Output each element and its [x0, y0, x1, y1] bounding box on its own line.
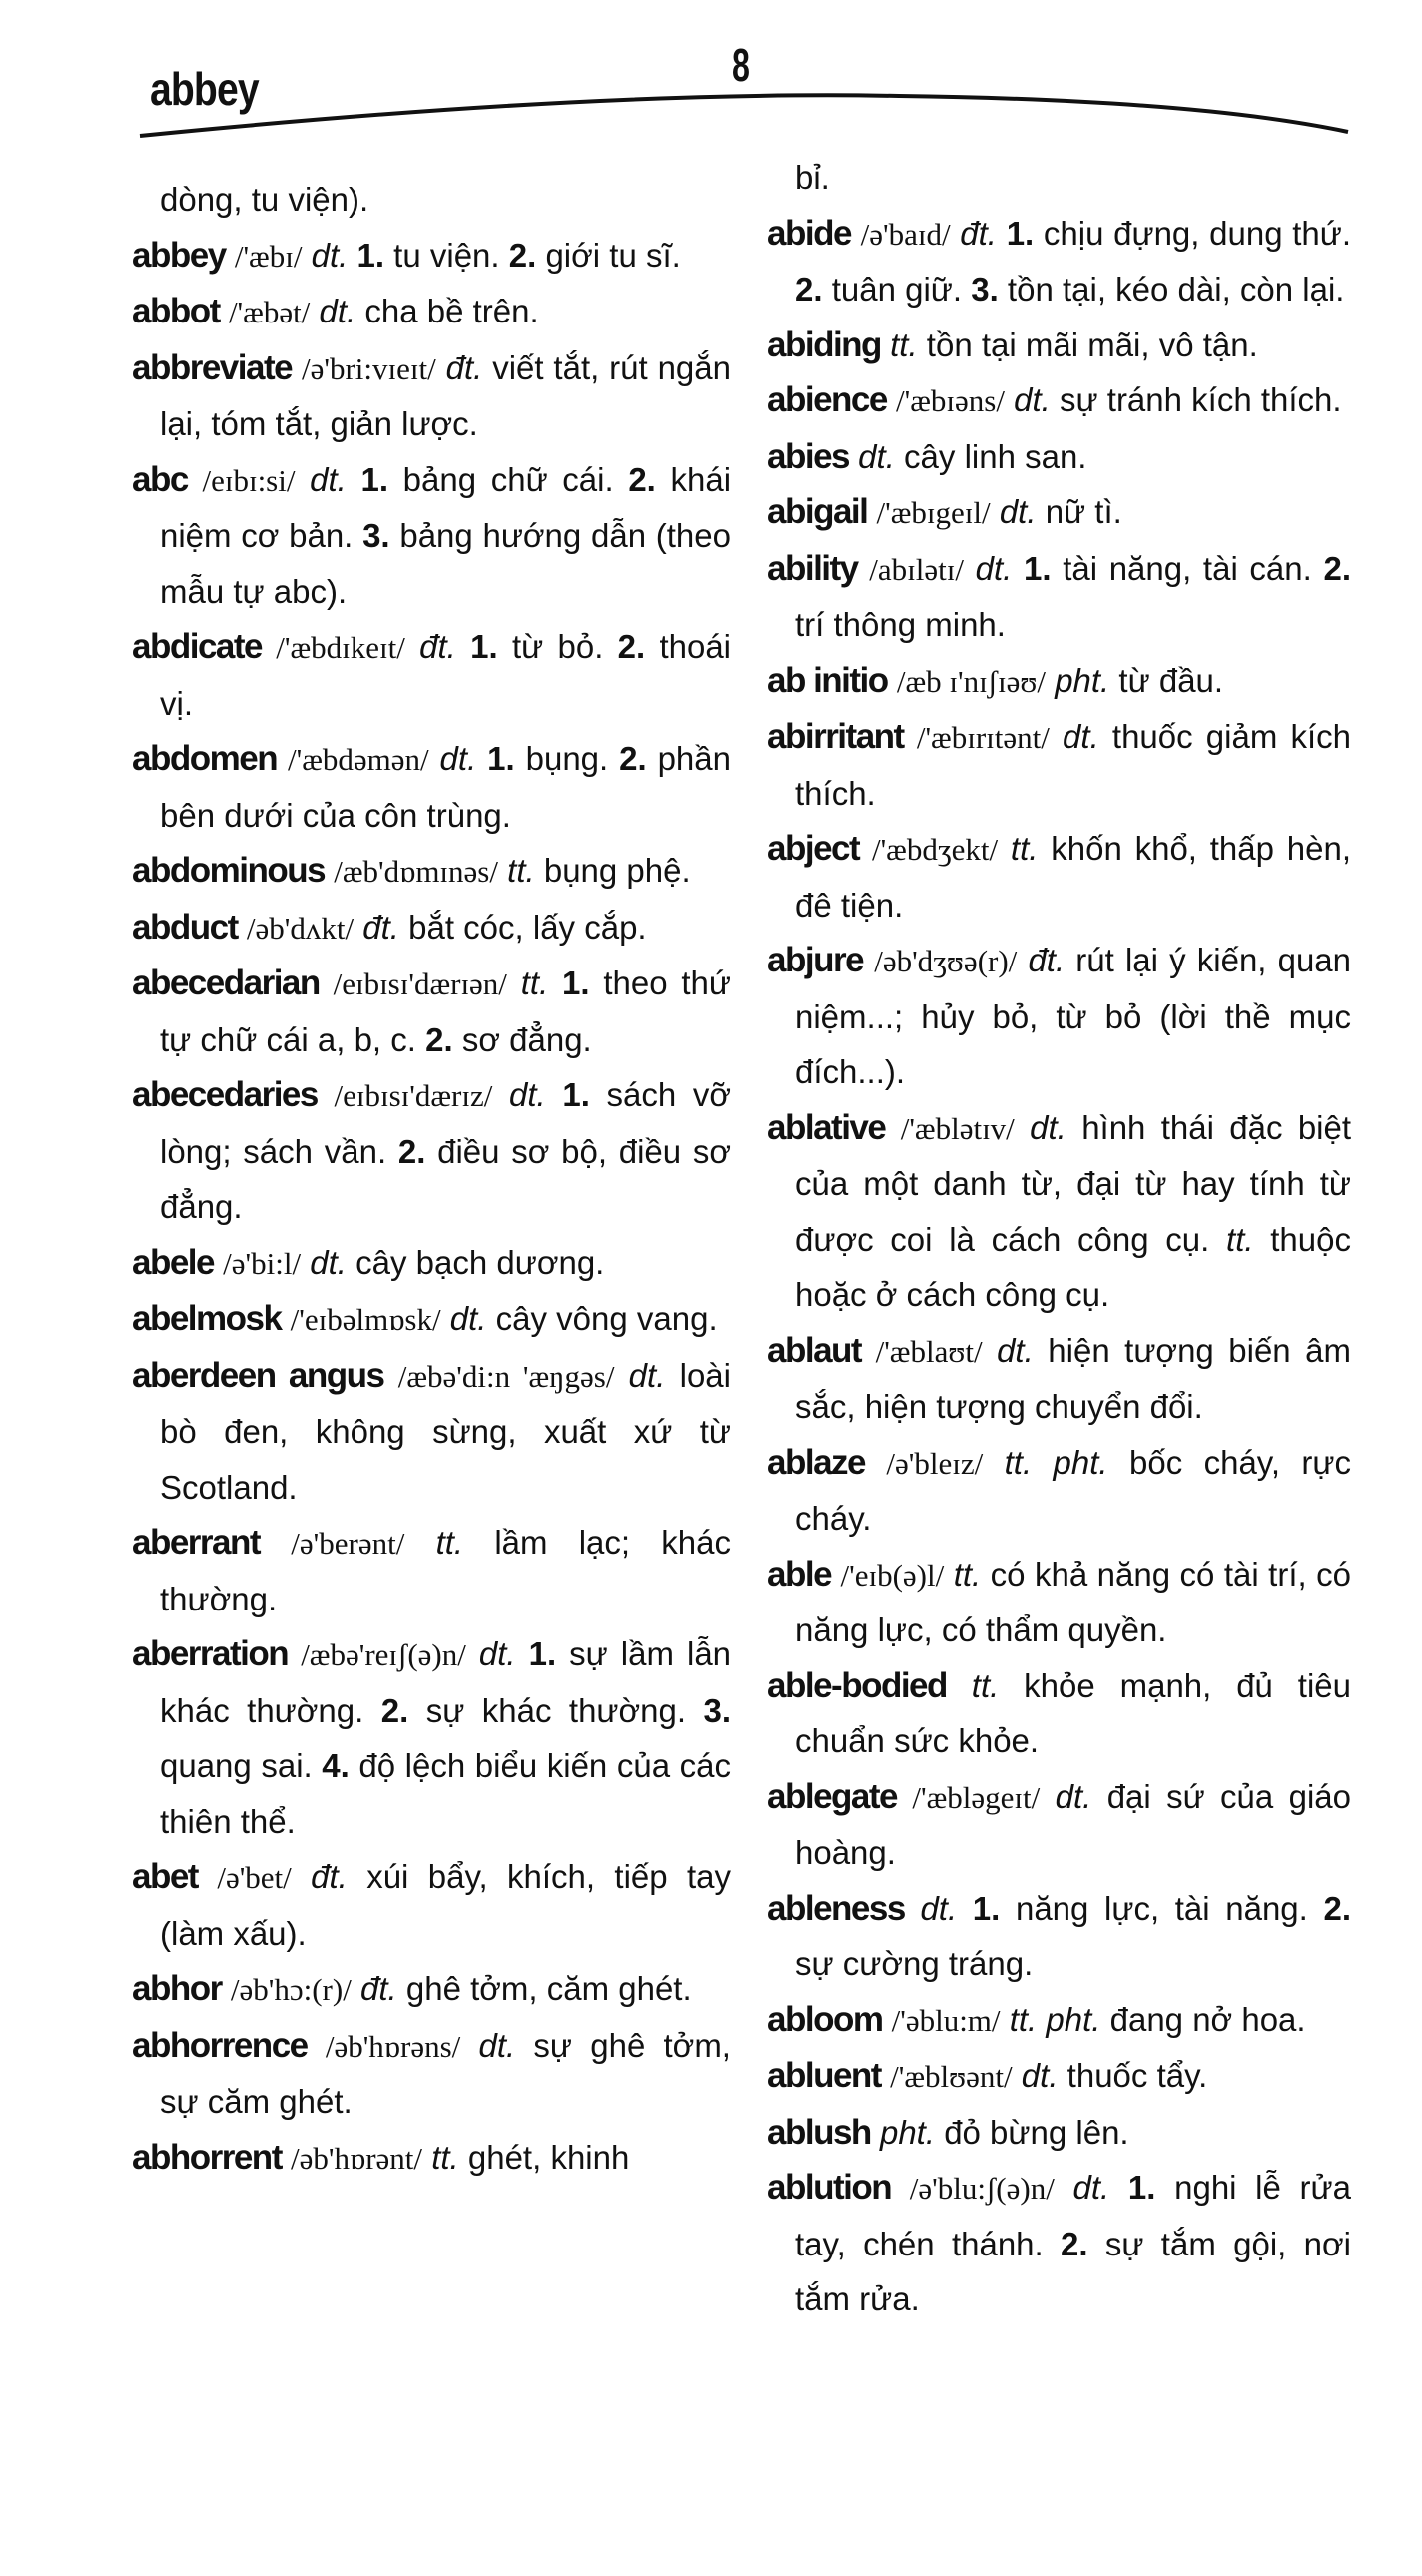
part-of-speech: đt.: [362, 908, 399, 946]
part-of-speech: đt.: [360, 1970, 397, 2007]
definition-text: năng lực, tài năng.: [1000, 1889, 1324, 1927]
pronunciation: /'æbləgeɪt/: [912, 1779, 1041, 1815]
part-of-speech: pht.: [879, 2113, 936, 2151]
headword: ablative: [767, 1107, 886, 1147]
headword: able: [767, 1554, 832, 1594]
dictionary-entry: [767, 2048, 1351, 2105]
right-column: [767, 150, 1351, 2327]
sense-number: 1.: [1024, 549, 1052, 587]
definition-text: tuân giữ.: [822, 271, 972, 308]
sense-number: 1.: [562, 965, 590, 1001]
sense-number: 2.: [397, 1132, 426, 1170]
sense-number: 2.: [425, 1020, 453, 1058]
pronunciation: /əb'dʒʊə(r)/: [874, 944, 1018, 978]
headword: ablution: [767, 2168, 892, 2207]
pronunciation: /ə'baɪd/: [860, 216, 951, 252]
headword: abject: [767, 829, 860, 868]
sense-number: 3.: [362, 517, 390, 554]
dictionary-entry: [132, 1961, 731, 2018]
pronunciation: /æb'dɒmɪnəs/: [334, 854, 498, 889]
definition-text: đỏ bừng lên.: [944, 2113, 1129, 2151]
headword: abirritant: [767, 717, 904, 756]
definition-text: hiện tượng biến âm sắc, hiện tượng chuyển đổi.: [795, 1331, 1351, 1425]
dictionary-entry: [767, 933, 1351, 1100]
pronunciation: /'æbdʒekt/: [871, 832, 999, 867]
pronunciation: /əb'hɔ:(r)/: [230, 1972, 352, 2007]
part-of-speech: dt.: [478, 1635, 516, 1672]
part-of-speech: dt.: [310, 460, 347, 498]
part-of-speech: dt.: [1063, 718, 1099, 755]
headword: abduct: [132, 907, 238, 947]
headword: abdomen: [132, 739, 278, 778]
pronunciation: /'æbdəmən/: [288, 742, 429, 777]
sense-number: 2.: [795, 271, 823, 308]
sense-number: 2.: [380, 1691, 409, 1729]
definition-text: khái niệm cơ bản.: [160, 460, 732, 554]
definition-text: bắt cóc, lấy cắp.: [408, 908, 647, 946]
definition-text: tu viện.: [384, 236, 509, 274]
pronunciation: /əb'dʌkt/: [246, 910, 355, 946]
continuation-text: bỉ.: [795, 159, 830, 196]
headword: abecedaries: [132, 1075, 318, 1114]
pronunciation: /'əblu:m/: [891, 2002, 1001, 2038]
headword: abhorrent: [132, 2137, 282, 2177]
definition-text: sơ đẳng.: [452, 1020, 592, 1058]
part-of-speech: dt.: [999, 493, 1037, 530]
definition-text: tồn tại, kéo dài, còn lại.: [998, 271, 1345, 308]
part-of-speech: đt.: [1028, 942, 1066, 978]
pronunciation: /eɪbɪ:si/: [202, 462, 296, 498]
part-of-speech: tt.: [435, 1524, 464, 1561]
left-column: [132, 172, 731, 2186]
definition-text: trí thông minh.: [795, 606, 1006, 643]
dictionary-entry: [132, 956, 731, 1067]
part-of-speech: dt.: [439, 740, 477, 777]
headword: abele: [132, 1242, 214, 1282]
dictionary-entry: [132, 1348, 731, 1516]
definition-text: sự lầm lẫn khác thường.: [160, 1635, 732, 1729]
definition-text: thuộc hoặc ở cách công cụ.: [795, 1220, 1351, 1313]
headword: aberdeen angus: [132, 1355, 384, 1395]
dictionary-entry: [132, 843, 731, 900]
continuation-text: dòng, tu viện).: [160, 181, 369, 218]
pronunciation: /'æbət/: [228, 295, 311, 329]
part-of-speech: tt. pht.: [1004, 1443, 1108, 1481]
headword: ablaut: [767, 1330, 862, 1370]
definition-text: có khả năng có tài trí, có năng lực, có thẩm quyền.: [795, 1555, 1351, 1648]
headword: abloom: [767, 1999, 883, 2039]
sense-number: 1.: [360, 460, 389, 498]
part-of-speech: đt.: [960, 214, 997, 252]
running-head: abbey: [150, 63, 259, 115]
definition-text: nghi lễ rửa tay, chén thánh.: [795, 2169, 1351, 2262]
definition-text: ghê tởm, căm ghét.: [405, 1970, 692, 2007]
definition-text: sự ghê tởm, sự căm ghét.: [160, 2026, 731, 2120]
dictionary-entry: [767, 372, 1351, 429]
part-of-speech: đt.: [445, 348, 483, 386]
sense-number: 1.: [1127, 2169, 1156, 2206]
definition-text: điều sơ bộ, điều sơ đẳng.: [160, 1132, 732, 1225]
definition-text: sách vỡ lòng; sách vần.: [160, 1076, 732, 1170]
pronunciation: /æbə'di:n 'æŋgəs/: [397, 1358, 615, 1394]
definition-text: bốc cháy, rực cháy.: [795, 1443, 1352, 1537]
headword: abet: [132, 1857, 198, 1896]
definition-text: tài năng, tài cán.: [1051, 549, 1324, 587]
definition-text: khốn khổ, thấp hèn, đê tiện.: [795, 830, 1352, 924]
dictionary-entry: [767, 653, 1351, 710]
part-of-speech: tt.: [507, 852, 535, 889]
headword: abdicate: [132, 627, 262, 666]
definition-text: viết tắt, rút ngắn lại, tóm tắt, giản lược.: [160, 348, 731, 442]
headword: abience: [767, 380, 887, 419]
sense-number: 2.: [508, 236, 537, 274]
part-of-speech: dt.: [449, 1300, 487, 1337]
pronunciation: /əb'hɒrəns/: [325, 2028, 461, 2064]
part-of-speech: dt.: [509, 1076, 546, 1113]
dictionary-entry: [132, 1849, 731, 1961]
pronunciation: /'eɪb(ə)l/: [840, 1557, 945, 1593]
part-of-speech: dt.: [1072, 2169, 1110, 2206]
sense-number: 1.: [528, 1635, 557, 1672]
definition-text: nữ tì.: [1045, 493, 1122, 530]
definition-text: cây bạch dương.: [356, 1243, 605, 1281]
part-of-speech: dt.: [319, 293, 356, 329]
pronunciation: /ə'bi:l/: [223, 1245, 302, 1281]
definition-text: theo thứ tự chữ cái a, b, c.: [160, 965, 731, 1058]
pronunciation: /'æbɪgeɪl/: [876, 495, 991, 530]
dictionary-entry: [767, 2160, 1351, 2327]
headword: abjure: [767, 941, 864, 979]
page-number: 8: [732, 39, 750, 91]
part-of-speech: đt.: [311, 1858, 348, 1895]
part-of-speech: tt.: [431, 2138, 459, 2176]
pronunciation: /'æblʊənt/: [890, 2059, 1013, 2094]
part-of-speech: tt.: [1226, 1220, 1254, 1258]
part-of-speech: dt.: [1055, 1777, 1092, 1815]
dictionary-entry: [767, 1769, 1351, 1881]
sense-number: 1.: [356, 236, 385, 274]
headword: abiding: [767, 324, 881, 364]
headword: ab initio: [767, 660, 888, 700]
pronunciation: /abɪlətɪ/: [869, 551, 964, 587]
definition-text: thuốc giảm kích thích.: [795, 718, 1351, 812]
dictionary-entry: [132, 1067, 731, 1235]
headword: ableness: [767, 1888, 905, 1928]
headword: abbot: [132, 292, 220, 330]
headword: abide: [767, 213, 851, 253]
pronunciation: /'æbɪrɪtənt/: [916, 720, 1050, 755]
pronunciation: /ə'blu:ʃ(ə)n/: [909, 2171, 1055, 2206]
headword: ability: [767, 548, 858, 588]
definition-text: quang sai.: [160, 1747, 323, 1784]
part-of-speech: dt.: [1014, 381, 1051, 418]
definition-text: từ bỏ.: [497, 628, 618, 665]
sense-number: 1.: [487, 740, 515, 777]
definition-text: cây vông vang.: [495, 1300, 718, 1337]
dictionary-entry: [132, 1515, 731, 1626]
dictionary-entry: [767, 1435, 1351, 1547]
part-of-speech: đt.: [419, 628, 456, 665]
dictionary-entry: [767, 1658, 1351, 1769]
sense-number: 2.: [628, 460, 656, 498]
part-of-speech: tt.: [520, 965, 549, 1001]
part-of-speech: pht.: [1055, 661, 1110, 699]
part-of-speech: dt.: [310, 1243, 347, 1281]
headword: ablaze: [767, 1442, 865, 1482]
headword: ablegate: [767, 1776, 897, 1816]
dictionary-entry: [132, 2130, 731, 2187]
pronunciation: /'æbɪ/: [234, 238, 303, 274]
headword: abbey: [132, 235, 226, 275]
dictionary-entry: [132, 284, 731, 340]
sense-number: 3.: [703, 1691, 731, 1729]
definition-text: đang nở hoa.: [1109, 2000, 1306, 2038]
headword: abdominous: [132, 851, 326, 890]
headword: abbreviate: [132, 347, 293, 387]
definition-text: sự khác thường.: [408, 1691, 704, 1729]
definition-text: khỏe mạnh, đủ tiêu chuẩn sức khỏe.: [795, 1666, 1351, 1759]
pronunciation: /ə'bri:vɪeɪt/: [301, 350, 436, 386]
definition-text: đại sứ của giáo hoàng.: [795, 1777, 1352, 1871]
definition-text: bụng phệ.: [543, 852, 691, 889]
definition-text: chịu đựng, dung thứ.: [1034, 214, 1352, 252]
definition-text: bụng.: [514, 740, 620, 777]
headword: abies: [767, 436, 849, 476]
sense-number: 1.: [1006, 214, 1035, 252]
definition-text: sự tránh kích thích.: [1060, 381, 1342, 418]
definition-text: thuốc tẩy.: [1066, 2057, 1208, 2094]
headword: able-bodied: [767, 1665, 947, 1705]
part-of-speech: tt.: [953, 1555, 982, 1593]
pronunciation: /ə'berənt/: [291, 1526, 405, 1561]
definition-text: từ đầu.: [1118, 661, 1224, 699]
definition-text: bảng chữ cái.: [388, 460, 629, 498]
dictionary-entry: [767, 1323, 1351, 1435]
sense-number: 2.: [619, 740, 647, 777]
pronunciation: /æb ɪ'nɪʃɪəʊ/: [896, 663, 1047, 699]
pronunciation: /'æblətɪv/: [900, 1110, 1015, 1146]
dictionary-entry: [132, 340, 731, 452]
dictionary-entry: [132, 1291, 731, 1348]
definition-text: xúi bẩy, khích, tiếp tay (làm xấu).: [160, 1858, 731, 1952]
pronunciation: /eɪbɪsɪ'dærɪz/: [334, 1078, 493, 1113]
dictionary-entry: [767, 1547, 1351, 1658]
dictionary-entry: [767, 541, 1351, 653]
definition-text: rút lại ý kiến, quan niệm...; hủy bỏ, từ bỏ (lời thề mục đích...).: [795, 942, 1352, 1090]
dictionary-entry: [767, 1992, 1351, 2049]
dictionary-entry: [132, 452, 731, 620]
part-of-speech: dt.: [311, 236, 349, 274]
pronunciation: /ə'bleɪz/: [886, 1445, 984, 1481]
part-of-speech: dt.: [920, 1889, 958, 1927]
part-of-speech: dt.: [997, 1331, 1034, 1369]
sense-number: 3.: [971, 271, 999, 308]
dictionary-entry: [767, 2105, 1351, 2161]
definition-text: tồn tại mãi mãi, vô tận.: [926, 325, 1258, 363]
headword: aberration: [132, 1634, 289, 1673]
sense-number: 2.: [1323, 549, 1351, 587]
part-of-speech: dt.: [478, 2026, 516, 2064]
part-of-speech: tt.: [1010, 830, 1039, 867]
definition-text: sự cường tráng.: [795, 1945, 1034, 1982]
sense-number: 1.: [562, 1076, 590, 1113]
part-of-speech: tt. pht.: [1009, 2000, 1101, 2038]
headword: abigail: [767, 492, 868, 531]
definition-text: sự tắm gội, nơi tắm rửa.: [795, 2225, 1351, 2317]
definition-text: độ lệch biểu kiến của các thiên thể.: [160, 1747, 731, 1840]
dictionary-entry: [767, 1881, 1351, 1992]
dictionary-entry: [132, 1626, 731, 1849]
headword: abecedarian: [132, 964, 320, 1002]
pronunciation: /'eɪbəlmɒsk/: [290, 1302, 441, 1337]
sense-number: 2.: [617, 628, 646, 665]
part-of-speech: tt.: [890, 325, 918, 363]
sense-number: 4.: [322, 1747, 350, 1784]
sense-number: 1.: [972, 1889, 1001, 1927]
part-of-speech: dt.: [1030, 1108, 1066, 1146]
definition-text: giới tu sĩ.: [536, 236, 681, 274]
dictionary-entry: [767, 709, 1351, 821]
part-of-speech: tt.: [971, 1666, 1000, 1704]
pronunciation: /ə'bet/: [217, 1860, 292, 1895]
dictionary-entry: [132, 2018, 731, 2130]
dictionary-entry: [767, 206, 1351, 318]
dictionary-entry: [767, 484, 1351, 541]
dictionary-entry: [132, 619, 731, 731]
pronunciation: /'æblaʊt/: [875, 1333, 983, 1369]
pronunciation: /'æbɪəns/: [896, 383, 1005, 418]
definition-text: thoái vị.: [160, 628, 732, 722]
dictionary-entry: [132, 228, 731, 285]
pronunciation: /əb'hɒrənt/: [291, 2140, 423, 2176]
headword: abluent: [767, 2056, 881, 2095]
headword: aberrant: [132, 1523, 261, 1562]
definition-text: cha bề trên.: [364, 293, 539, 329]
dictionary-entry: [767, 429, 1351, 485]
part-of-speech: dt.: [858, 437, 895, 475]
definition-text: hình thái đặc biệt của một danh từ, đại từ hay tính từ được coi là cách công cụ.: [795, 1108, 1352, 1258]
pronunciation: /æbə'reɪʃ(ə)n/: [301, 1637, 466, 1672]
dictionary-entry: [767, 318, 1351, 373]
sense-number: 2.: [1061, 2225, 1088, 2262]
pronunciation: /eɪbɪsɪ'dærɪən/: [333, 966, 507, 1001]
headword: abelmosk: [132, 1299, 282, 1338]
definition-text: loài bò đen, không sừng, xuất xứ từ Scotland.: [160, 1356, 731, 1506]
dictionary-entry: [132, 1235, 731, 1292]
headword: abhor: [132, 1969, 222, 2008]
dictionary-entry: [132, 731, 731, 843]
headword: abhorrence: [132, 2025, 308, 2065]
definition-text: bảng hướng dẫn (theo mẫu tự abc).: [160, 517, 731, 610]
headword: ablush: [767, 2112, 871, 2152]
dictionary-entry: [767, 1100, 1351, 1323]
definition-text: lầm lạc; khác thường.: [160, 1524, 732, 1617]
pronunciation: /'æbdɪkeɪt/: [276, 630, 405, 665]
part-of-speech: dt.: [1021, 2057, 1059, 2094]
definition-text: cây linh san.: [904, 437, 1087, 475]
dictionary-entry: [132, 900, 731, 957]
dictionary-entry: [767, 821, 1351, 933]
sense-number: 2.: [1323, 1889, 1351, 1927]
part-of-speech: dt.: [628, 1356, 666, 1394]
sense-number: 1.: [470, 628, 498, 665]
part-of-speech: dt.: [975, 549, 1013, 587]
definition-text: ghét, khinh: [467, 2138, 630, 2176]
headword: abc: [132, 459, 188, 499]
definition-text: phần bên dưới của côn trùng.: [160, 740, 731, 834]
